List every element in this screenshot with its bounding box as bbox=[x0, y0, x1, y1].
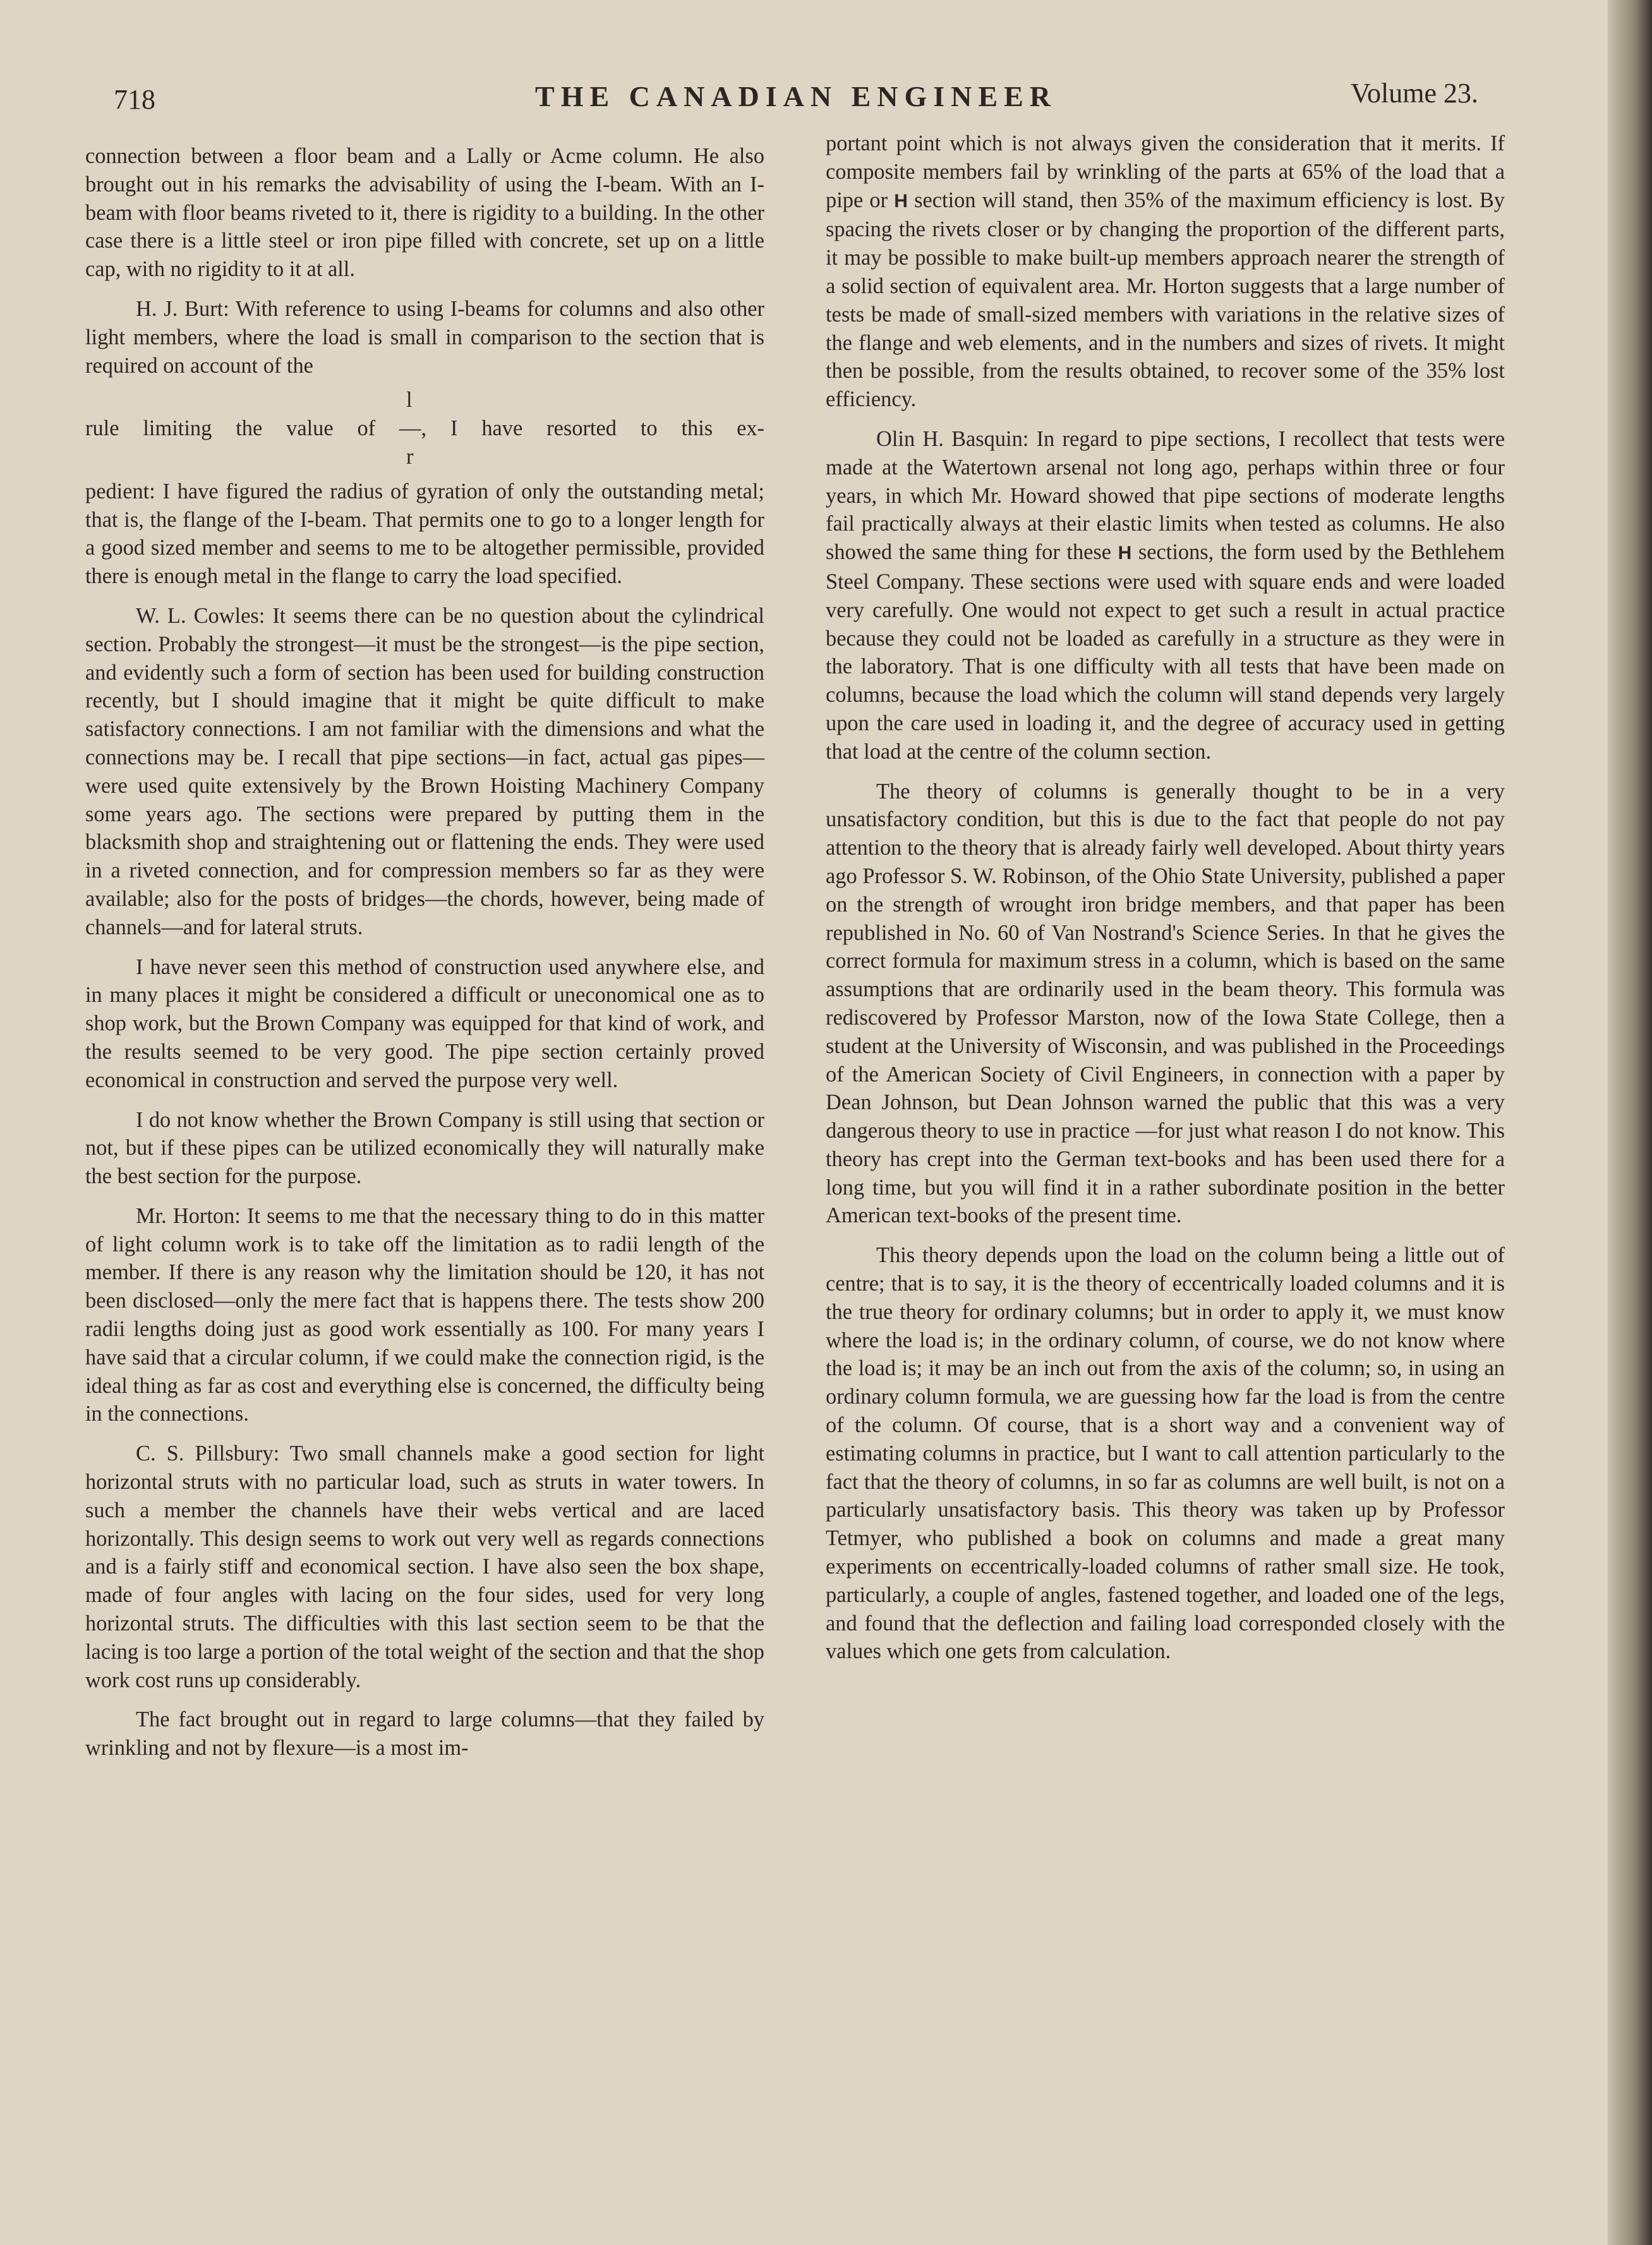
text-span: sections, the form used by the Bethlehem Steel Company. These sections were used with square ends and were loaded very carefully. One would not expect to get such a result in actual practice because they could not be loaded as carefully in a structure as they were in the laboratory. That is one difficulty with all tests that have been made on columns, because the load which the column will stand depends very largely upon the care used in loading it, and the degree of accuracy used in getting that load at the centre of the column section. bbox=[826, 540, 1505, 764]
page-header bbox=[114, 75, 1478, 125]
h-section-symbol: H bbox=[1118, 543, 1132, 564]
fraction-denominator: r bbox=[406, 444, 414, 469]
book-spine-shadow bbox=[1608, 0, 1652, 2245]
left-column bbox=[85, 142, 764, 1762]
paragraph-cowles: W. L. Cowles: It seems there can be no question about the cylindrical section. Probably the strongest—it must be the strongest—is the pipe section, and evidently such a form of section has been used for building construction recently, but I should imagine that it might be quite difficult to make satisfactory connections. I am not familiar with the dimensions and what the connections may be. I recall that pipe sections—in fact, actual gas pipes—were used quite extensively by the Brown Hoisting Machinery Company some years ago. The sections were prepared by putting them in the blacksmith shop and straightening out or flattening the ends. They were used in a riveted connection, and for compression members so far as they were available; also for the posts of bridges—the chords, however, being made of channels—and for lateral struts. bbox=[85, 603, 764, 939]
paragraph bbox=[826, 129, 1505, 414]
paragraph-burt bbox=[85, 295, 764, 380]
text-span: portant point which is not always given the consideration that it merits. If composite members fail by wrinkling of the parts at 65% of the load that a pipe or bbox=[826, 131, 1505, 212]
paragraph: I have never seen this method of construction used anywhere else, and in many places it might be considered a difficult or uneconomical one as to shop work, but the Brown Company was equipped for that kind of work, and the results seemed to be very good. The pipe section certainly proved economical in construction and served the purpose very well. bbox=[85, 954, 764, 1092]
paragraph: connection between a floor beam and a Lally or Acme column. He also brought out in his remarks the advisability of using the I-beam. With an I-beam with floor beams riveted to it, there is rigidity to a building. In the other case there is a little steel or iron pipe filled with concrete, set up on a little cap, with no rigidity to it at all. bbox=[85, 144, 764, 282]
paragraph: The theory of columns is generally thought to be in a very unsatisfactory condition, but this is due to the fact that people do not pay attention to the theory that is already fairly well developed. About thirty years ago Professor S. W. Robinson, of the Ohio State University, published a paper on the strength of wrought iron bridge members, and that paper has been republished in No. 60 of Van Nostrand's Science Series. In that he gives the correct formula for maximum stress in a column, which is based on the same assumptions that are ordinarily used in the beam theory. This formula was rediscovered by Professor Marston, now of the Iowa State College, then a student at the University of Wisconsin, and was published in the Proceedings of the American Society of Civil Engineers, in connection with a paper by Dean Johnson, but Dean Johnson warned the public that this was a very dangerous theory to use in practice —for just what reason I do not know. This theory has crept into the German text-books and has been used there for a long time, but you will find it in a rather subordinate position in the better American text-books of the present time. bbox=[826, 779, 1505, 1228]
page-number: 718 bbox=[114, 84, 155, 115]
fraction-line: rule limiting the value of —, I have resorted to this ex- bbox=[85, 416, 764, 441]
journal-title: THE CANADIAN ENGINEER bbox=[535, 80, 1057, 112]
volume-label: Volume 23. bbox=[1350, 78, 1478, 109]
paragraph-basquin bbox=[826, 425, 1505, 766]
paragraph: The fact brought out in regard to large columns—that they failed by wrinkling and not by flexure—is a most im- bbox=[85, 1707, 764, 1760]
h-section-symbol: H bbox=[894, 190, 908, 212]
text-span: section will stand, then 35% of the maximum efficiency is lost. By spacing the rivets closer or by changing the proportion of the different parts, it may be possible to make built-up members approach nearer the strength of a solid section of equivalent area. Mr. Horton suggests that a large number of tests be made of small-sized members with variations in the relative sizes of the flange and web elements, and in the numbers and sizes of rivets. It might then be possible, from the results obtained, to recover some of the 35% lost efficiency. bbox=[826, 188, 1505, 412]
fraction-numerator-row bbox=[85, 386, 764, 414]
fraction-denominator-row bbox=[85, 443, 764, 471]
paragraph: This theory depends upon the load on the column being a little out of centre; that is to say, it is the theory of eccentrically loaded columns and it is the true theory for ordinary columns; but in order to apply it, we must know where the load is; in the ordinary column, of course, we do not know where the load is; it may be an inch out from the axis of the column; so, in using an ordinary column formula, we are guessing how far the load is from the centre of the column. Of course, that is a short way and a convenient way of estimating columns in practice, but I want to call attention particularly to the fact that the theory of columns, in so far as columns are well built, is not on a particularly unsatisfactory basis. This theory was taken up by Professor Tetmyer, who published a book on columns and made a great many experiments on eccentrically-loaded columns of rather small size. He took, particularly, a couple of angles, fastened together, and loaded one of the legs, and found that the deflection and failing load corresponded closely with the values which one gets from calculation. bbox=[826, 1243, 1505, 1664]
paragraph-text: H. J. Burt: With reference to using I-beams for columns and also other light members, where the load is small in comparison to the section that is required on account of the bbox=[85, 296, 764, 378]
paragraph: pedient: I have figured the radius of gyration of only the outstanding metal; that is, the flange of the I-beam. That permits one to go to a longer length for a good sized member and seems to me to be altogether permissible, provided there is enough metal in the flange to carry the load specified. bbox=[85, 479, 764, 589]
fraction-block bbox=[85, 386, 764, 471]
fraction-numerator: l bbox=[406, 388, 413, 412]
paragraph-pillsbury: C. S. Pillsbury: Two small channels make a good section for light horizontal struts with no particular load, such as struts in water towers. In such a member the channels have their webs vertical and are laced horizontally. This design seems to work out very well as regards connections and is a fairly stiff and economical section. I have also seen the box shape, made of four angles with lacing on the four sides, used for very long horizontal struts. The difficulties with this last section seem to be that the lacing is too large a portion of the total weight of the section and that the shop work cost runs up considerably. bbox=[85, 1441, 764, 1692]
paragraph-horton: Mr. Horton: It seems to me that the necessary thing to do in this matter of light column work is to take off the limitation as to radii length of the member. If there is any reason why the limitation should be 120, it has not been disclosed—only the mere fact that is happens there. The tests show 200 radii lengths doing just as good work essentially as 100. For many years I have said that a circular column, if we could make the connection rigid, is the ideal thing as far as cost and everything else is concerned, the difficulty being in the connections. bbox=[85, 1203, 764, 1426]
paragraph: I do not know whether the Brown Company is still using that section or not, but if these pipes can be utilized economically they will naturally make the best section for the purpose. bbox=[85, 1107, 764, 1189]
right-column bbox=[826, 129, 1505, 1666]
text-span: Olin H. Basquin: In regard to pipe sections, I recollect that tests were made at the Watertown arsenal not long ago, perhaps within three or four years, in which Mr. Howard showed that pipe sections of moderate lengths fail practically always at their elastic limits when tested as columns. He also showed the same thing for these bbox=[826, 426, 1505, 565]
